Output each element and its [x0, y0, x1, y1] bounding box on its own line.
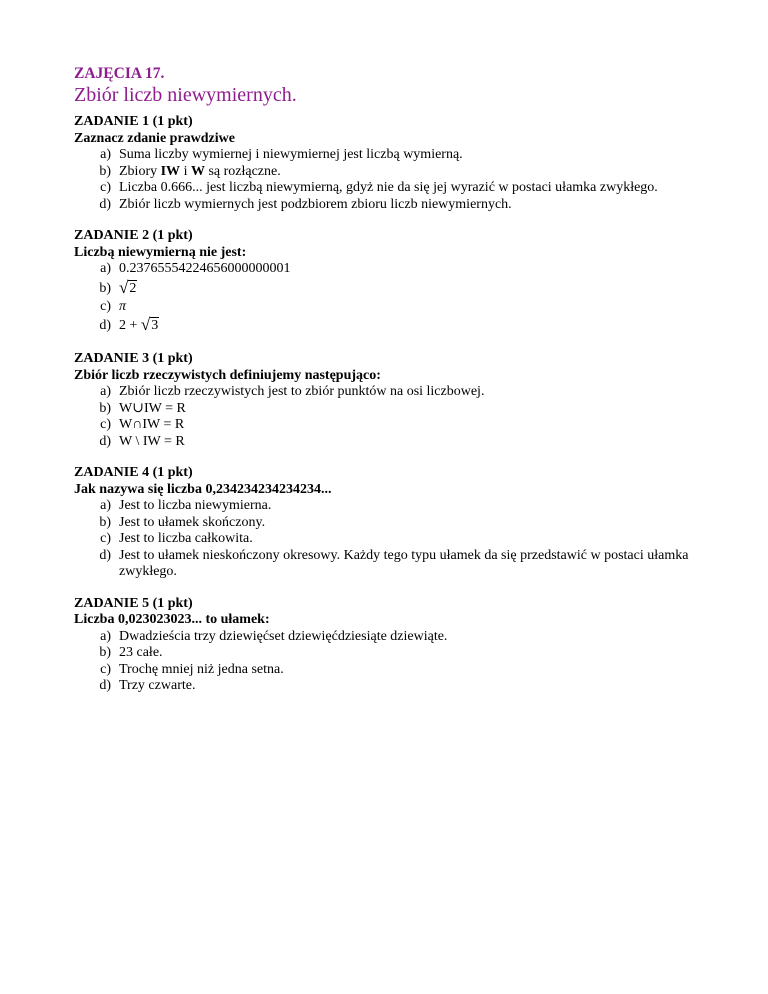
task-question: Zaznacz zdanie prawdziwe [74, 130, 235, 146]
option-text: Jest to ułamek nieskończony okresowy. Każdy tego typu ułamek da się przedstawić w postaci ułamka zwykłego. [119, 547, 689, 579]
option-text: Jest to liczba niewymierna. [119, 498, 272, 513]
task-4 [74, 465, 694, 581]
option-letter: d) [99, 433, 111, 449]
answer-option[interactable] [74, 417, 694, 434]
radicand: 3 [151, 318, 159, 333]
option-letter: c) [100, 180, 111, 195]
option-text: Suma liczby wymiernej i niewymiernej jest liczbą wymierną. [119, 147, 463, 162]
answer-option[interactable] [74, 678, 694, 695]
option-text [119, 164, 281, 179]
option-text: W∩IW = R [119, 417, 185, 432]
answer-option[interactable] [74, 531, 694, 548]
option-letter: a) [100, 628, 111, 644]
set-symbol-iw: IW [160, 163, 181, 179]
option-text: W \ IW = R [119, 433, 185, 449]
option-text: Jest to ułamek skończony. [119, 514, 266, 530]
option-letter: c) [100, 417, 111, 432]
option-text: Dwadzieścia trzy dziewięćset dziewięćdziesiąte dziewiąte. [119, 628, 448, 644]
task-question: Zbiór liczb rzeczywistych definiujemy następująco: [74, 367, 381, 383]
option-letter: c) [100, 531, 111, 546]
answer-option[interactable] [74, 384, 694, 401]
answer-list [74, 384, 694, 450]
option-letter: d) [99, 678, 111, 693]
lesson-number: ZAJĘCIA 17. [74, 65, 165, 82]
answer-list [74, 629, 694, 695]
option-text: W∪IW = R [119, 400, 186, 416]
answer-option[interactable] [74, 261, 694, 278]
option-letter: a) [100, 147, 111, 162]
task-question: Liczbą niewymierną nie jest: [74, 244, 247, 260]
pi-symbol: π [119, 298, 127, 314]
option-letter: b) [99, 280, 111, 296]
option-text: 23 całe. [119, 645, 163, 660]
square-root-2 [119, 278, 137, 299]
option-letter: d) [99, 547, 111, 563]
option-text-part: i [180, 163, 191, 179]
option-text: 0.23765554224656000000001 [119, 261, 291, 276]
answer-option[interactable] [74, 645, 694, 662]
square-root-3 [141, 315, 159, 336]
task-5 [74, 596, 694, 695]
option-prefix: 2 + [119, 318, 141, 333]
option-letter: b) [99, 514, 111, 530]
option-text-part: są rozłączne. [204, 163, 281, 179]
answer-option[interactable] [74, 278, 694, 299]
option-letter: b) [99, 645, 111, 660]
task-question: Liczba 0,023023023... to ułamek: [74, 612, 270, 627]
answer-option[interactable] [74, 197, 694, 214]
option-letter: c) [100, 661, 111, 677]
answer-option[interactable] [74, 401, 694, 418]
task-3 [74, 351, 694, 450]
task-2 [74, 228, 694, 336]
answer-option[interactable] [74, 515, 694, 532]
answer-option[interactable] [74, 180, 694, 197]
answer-option[interactable] [74, 299, 694, 316]
option-letter: b) [99, 163, 111, 179]
option-letter: d) [99, 196, 111, 212]
task-1 [74, 114, 694, 213]
page-title: Zbiór liczb niewymiernych. [74, 84, 297, 106]
option-text: Zbiór liczb wymiernych jest podzbiorem zbioru liczb niewymiernych. [119, 196, 512, 212]
answer-option[interactable] [74, 315, 694, 336]
task-heading: ZADANIE 5 (1 pkt) [74, 595, 193, 611]
task-question: Jak nazywa się liczba 0,234234234234234... [74, 481, 332, 497]
task-heading: ZADANIE 3 (1 pkt) [74, 351, 193, 366]
set-symbol-w: W [190, 163, 205, 179]
answer-list [74, 147, 694, 213]
answer-list [74, 261, 694, 336]
radical-sign-icon: √ [140, 315, 151, 334]
option-letter: d) [99, 318, 111, 333]
document-page [74, 64, 694, 710]
radical-sign-icon: √ [119, 277, 129, 297]
option-letter: a) [100, 498, 111, 513]
answer-option[interactable] [74, 434, 694, 451]
task-heading: ZADANIE 4 (1 pkt) [74, 465, 193, 480]
answer-option[interactable] [74, 147, 694, 164]
option-text: Jest to liczba całkowita. [119, 531, 253, 546]
option-text: Trochę mniej niż jedna setna. [119, 661, 284, 677]
answer-option[interactable] [74, 662, 694, 679]
option-text-part: Zbiory [119, 163, 161, 179]
option-text: Trzy czwarte. [119, 678, 196, 693]
task-heading: ZADANIE 2 (1 pkt) [74, 228, 193, 243]
option-letter: a) [100, 384, 111, 399]
answer-option[interactable] [74, 548, 694, 581]
answer-option[interactable] [74, 498, 694, 515]
option-text: Zbiór liczb rzeczywistych jest to zbiór punktów na osi liczbowej. [119, 384, 485, 399]
answer-list [74, 498, 694, 581]
option-letter: a) [100, 261, 111, 276]
option-letter: b) [99, 400, 111, 416]
task-heading: ZADANIE 1 (1 pkt) [74, 114, 193, 129]
option-text: Liczba 0.666... jest liczbą niewymierną, gdyż nie da się jej wyrazić w postaci ułamka zwykłego. [119, 180, 658, 195]
answer-option[interactable] [74, 164, 694, 181]
option-letter: c) [100, 298, 111, 314]
radicand: 2 [129, 280, 137, 296]
answer-option[interactable] [74, 629, 694, 646]
